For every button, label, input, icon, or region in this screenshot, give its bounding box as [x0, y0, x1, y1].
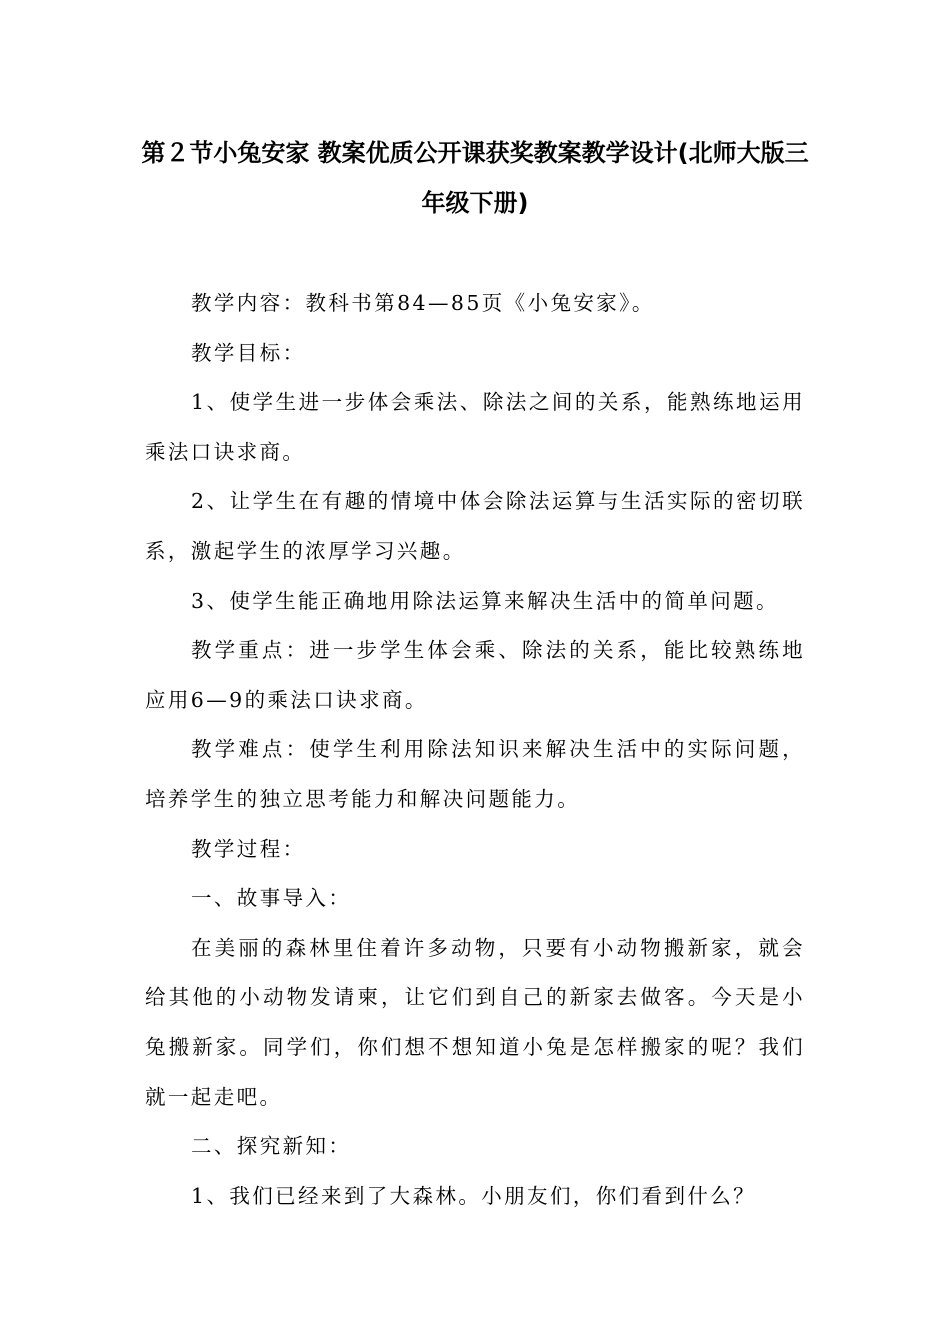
paragraph-goal-3: 3、使学生能正确地用除法运算来解决生活中的简单问题。 [191, 588, 779, 613]
paragraph-teaching-content: 教学内容：教科书第84—85页《小兔安家》。 [191, 291, 655, 315]
document-body [145, 279, 805, 1221]
document-title: 第２节小兔安家 教案优质公开课获奖教案教学设计(北师大版三年级下册) [141, 139, 809, 217]
paragraph-story: 在美丽的森林里住着许多动物，只要有小动物搬新家，就会给其他的小动物发请柬，让它们到自己的新家去做客。今天是小兔搬新家。同学们，你们想不想知道小兔是怎样搬家的呢？我们就一起走吧。 [145, 935, 805, 1109]
paragraph-key-points: 教学重点：进一步学生体会乘、除法的关系，能比较熟练地应用6—9的乘法口诀求商。 [145, 638, 805, 712]
paragraph-section-2-heading: 二、探究新知： [191, 1134, 352, 1159]
paragraph-goal-1: 1、使学生进一步体会乘法、除法之间的关系，能熟练地运用乘法口诀求商。 [145, 390, 805, 464]
paragraph-explore-1: 1、我们已经来到了大森林。小朋友们，你们看到什么？ [191, 1183, 757, 1208]
paragraph-goal-2: 2、让学生在有趣的情境中体会除法运算与生活实际的密切联系，激起学生的浓厚学习兴趣。 [145, 489, 805, 563]
paragraph-section-1-heading: 一、故事导入： [191, 886, 352, 911]
paragraph-process-heading: 教学过程： [191, 836, 306, 861]
paragraph-difficult-points: 教学难点：使学生利用除法知识来解决生活中的实际问题，培养学生的独立思考能力和解决问题能力。 [145, 737, 805, 811]
paragraph-teaching-goals-heading: 教学目标： [191, 340, 306, 365]
